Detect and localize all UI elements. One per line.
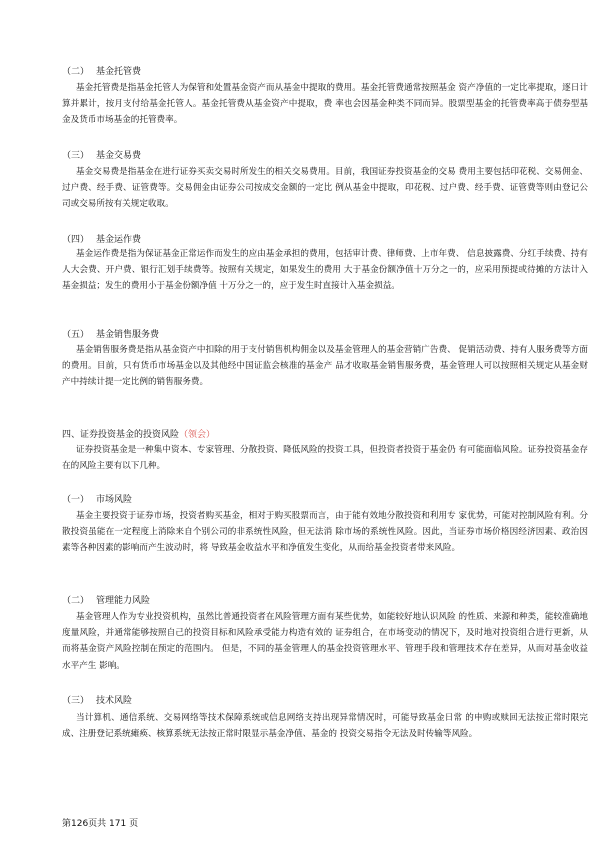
paragraph-operating-fee: 基金运作费是指为保证基金正常运作而发生的应由基金承担的费用，包括审计费、律师费、上市年费、 信息披露费、分红手续费、持有人大会费、开户费、银行汇划手续费等。按照有关规定，如果发生的费用 大于基金份额净值十万分之一的，应采用预提或待摊的方法计入基金损益；发生的费用小于基金份额净值 十万分之一的，应于发生时直接计入基金损益。	[62, 249, 588, 292]
heading-title: 基金运作费	[96, 235, 142, 245]
paragraph-sales-service-fee: 基金销售服务费是指从基金资产中扣除的用于支付销售机构佣金以及基金管理人的基金营销广告费、 促销活动费、持有人服务费等方面的费用。目前，只有货币市场基金以及其他经中国证监会核准的基金产 品才收取基金销售服务费，基金管理人可以按照相关规定从基金财产中持续计提一定比例的销售服务费。	[62, 345, 588, 388]
heading-market-risk	[62, 494, 132, 506]
heading-title: 基金交易费	[96, 151, 142, 161]
heading-number: （二）	[62, 67, 90, 77]
heading-title: 技术风险	[96, 696, 133, 706]
heading-custody-fee	[62, 66, 141, 78]
paragraph-management-risk: 基金管理人作为专业投资机构，虽然比普通投资者在风险管理方面有某些优势，如能较好地认识风险 的性质、来源和种类，能较准确地度量风险，并通常能够按照自己的投资目标和风险承受能力构造有效的 证券组合，在市场变动的情况下，及时地对投资组合进行更新，从而将基金资产风险控制在预定的范围内。 但是，不同的基金管理人的基金投资管理水平、管理手段和管理技术存在差异，从而对基金收益水平产生 影响。	[62, 612, 588, 671]
heading-number: （三）	[62, 151, 90, 161]
section-title-investment-risk	[62, 429, 215, 441]
heading-number: （四）	[62, 235, 90, 245]
heading-operating-fee	[62, 234, 141, 246]
heading-number: （三）	[62, 696, 90, 706]
section-title-text: 四、证券投资基金的投资风险	[62, 430, 180, 440]
heading-number: （二）	[62, 596, 90, 606]
paragraph-market-risk: 基金主要投资于证券市场，投资者购买基金，相对于购买股票而言，由于能有效地分散投资和利用专 家优势，可能对控制风险有利。分散投资虽能在一定程度上消除来自个别公司的非系统性风险，但无法消 除市场的系统性风险。因此，当证券市场价格因经济因素、政治因素等各种因素的影响而产生波动时，将 导致基金收益水平和净值发生变化，从而给基金投资者带来风险。	[62, 511, 588, 554]
paragraph-custody-fee: 基金托管费是指基金托管人为保管和处置基金资产而从基金中提取的费用。基金托管费通常按照基金 资产净值的一定比率提取，逐日计算并累计，按月支付给基金托管人。基金托管费从基金资产中提取，费 率也会因基金种类不同而异。股票型基金的托管费率高于债券型基金及货币市场基金的托管费率。	[62, 83, 588, 126]
heading-sales-service-fee	[62, 329, 159, 341]
heading-number: （一）	[62, 495, 90, 505]
paragraph-technical-risk: 当计算机、通信系统、交易网络等技术保障系统或信息网络支持出现异常情况时，可能导致基金日常 的申购或赎回无法按正常时限完成、注册登记系统瘫痪、核算系统无法按正常时限显示基金净值、基金的 投资交易指令无法及时传输等风险。	[62, 713, 588, 740]
heading-title: 市场风险	[96, 495, 133, 505]
heading-title: 基金销售服务费	[96, 330, 160, 340]
heading-title: 基金托管费	[96, 67, 142, 77]
heading-trading-fee	[62, 150, 141, 162]
section-title-tag: （领会）	[179, 430, 216, 440]
heading-management-risk	[62, 595, 150, 607]
paragraph-trading-fee: 基金交易费是指基金在进行证券买卖交易时所发生的相关交易费用。目前，我国证券投资基金的交易 费用主要包括印花税、交易佣金、过户费、经手费、证管费等。交易佣金由证券公司按成交金额的一定比 例从基金中提取，印花税、过户费、经手费、证管费等则由登记公司或交易所按有关规定收取。	[62, 167, 588, 210]
page-number-footer: 第126页共 171 页	[62, 819, 139, 829]
heading-title: 管理能力风险	[96, 596, 151, 606]
heading-number: （五）	[62, 330, 90, 340]
paragraph-risk-intro: 证券投资基金是一种集中资本、专家管理、分散投资、降低风险的投资工具，但投资者投资于基金仍 有可能面临风险。证券投资基金存在的风险主要有以下几种。	[62, 445, 588, 472]
heading-technical-risk	[62, 695, 132, 707]
